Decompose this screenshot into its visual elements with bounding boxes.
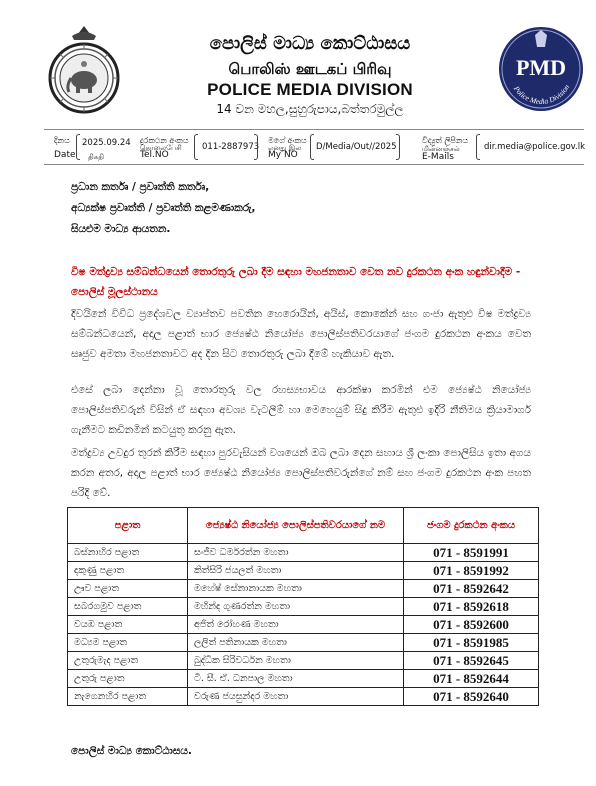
- province-cell: සබරගමුව පළාත: [68, 598, 188, 616]
- officer-name-cell: කිත්සිරි ජයලත් මහතා: [188, 562, 404, 580]
- phone-number-cell: 071 - 8592642: [404, 580, 539, 598]
- province-cell: නැගෙනහිර පළාත: [68, 688, 188, 706]
- header-address: 14 වන මහල,සුහුරුපාය,බත්තරමුල්ල: [216, 102, 404, 116]
- phone-number-cell: 071 - 8592618: [404, 598, 539, 616]
- date-label-si: දිනය: [54, 136, 70, 145]
- province-cell: උතුරු පළාත: [68, 670, 188, 688]
- table-row: [68, 616, 539, 634]
- phone-number-cell: 071 - 8592600: [404, 616, 539, 634]
- body-paragraph: එසේ ලබා දෙන්නා වූ තොරතුරු වල රහස්‍යභාවය ආරක්ෂා කරමින් එම ජ්‍යෙෂ්ඨ නියෝජ්‍ය පොලිස්පතිවරුන් විසින් ඒ සඳහා අවශ්‍ය වැටලීම් හා මෙහෙයුම් සිදු කිරීම ඇතුළු ඉදිරි නීතිමය ක්‍රියාමාර්ග ගැනීමට කඩිනමින් කටයුතු කරනු ඇත.: [71, 384, 531, 436]
- phone-number-cell: 071 - 8592645: [404, 652, 539, 670]
- tel-label-ta: தொலைபேசி: [140, 144, 182, 152]
- myno-value: D/Media/Out//2025: [316, 142, 397, 152]
- phone-number-cell: 071 - 8592640: [404, 688, 539, 706]
- officer-name-cell: අජිත් රෝහණ මහතා: [188, 616, 404, 634]
- contact-table: [67, 507, 539, 706]
- province-cell: උතුරුමැද පළාත: [68, 652, 188, 670]
- province-cell: ඌව පළාත: [68, 580, 188, 598]
- addressee-line: අධ්‍යක්ෂ ප්‍රවෘත්ති / ප්‍රවෘත්ති කළමණාකරු,: [71, 202, 256, 214]
- myno-label-en: My NO: [268, 150, 298, 160]
- pmd-logo-text: PMD: [515, 55, 567, 80]
- officer-name-cell: වරුණ ජයසුන්දර මහතා: [188, 688, 404, 706]
- signature-line: පොලිස් මාධ්‍ය කොට්ඨාසය.: [71, 745, 192, 757]
- date-value: 2025.09.24: [82, 138, 131, 148]
- email-label-si: විද්‍යුත් ලිපිනය: [422, 136, 469, 145]
- header-title-english: POLICE MEDIA DIVISION: [207, 80, 413, 99]
- body-paragraph: මත්ද්‍රව්‍ය උවදුර තුරන් කිරීම සඳහා පුරවැසියන් වශයෙන් ඔබ ලබා දෙන සහාය ශ්‍රී ලංකා පොලිසිය ඉතා අගය කරන අතර, අදාල පළාත් භාර ජ්‍යෙෂ්ඨ නියෝජ්‍ය පොලිස්පතිවරුන්ගේ නම් සහ ජංගම දුරකථන අංක පහත පරිදි වේ.: [71, 447, 531, 499]
- province-cell: දකුණු පළාත: [68, 562, 188, 580]
- addressee-line: සියළුම මාධ්‍ය ආයතන.: [71, 223, 171, 235]
- email-value: dir.media@police.gov.lk: [484, 142, 586, 152]
- officer-name-cell: ටී. සී. ඒ. ධනපාල මහතා: [188, 670, 404, 688]
- officer-name-cell: මහේෂ් සේනානායක මහතා: [188, 580, 404, 598]
- header-title-sinhala: පොලිස් මාධ්‍ය කොට්ඨාසය: [209, 33, 411, 54]
- tel-label-si: දුරකථන අංකය: [140, 136, 189, 145]
- officer-name-cell: සංජීව ධර්මරත්න මහතා: [188, 544, 404, 562]
- column-header-officer-name: ජ්‍යෙෂ්ඨ නියෝජ්‍ය පොලිස්පතිවරයාගේ නම: [188, 508, 404, 544]
- officer-name-cell: ලලිත් පතිනායක මහතා: [188, 634, 404, 652]
- tel-value: 011-2887973: [202, 142, 260, 152]
- date-label-ta: திகதி: [88, 153, 104, 161]
- officer-name-cell: මහින්ද ගුණරත්න මහතා: [188, 598, 404, 616]
- column-header-mobile-number: ජංගම දුරකථන අංකය: [404, 508, 539, 544]
- province-cell: වයඹ පළාත: [68, 616, 188, 634]
- table-row: [68, 634, 539, 652]
- pmd-logo: [497, 25, 585, 113]
- phone-number-cell: 071 - 8591992: [404, 562, 539, 580]
- table-row: [68, 562, 539, 580]
- myno-label-ta: எனது இல: [268, 144, 302, 152]
- subject-heading: විෂ මත්ද්‍රව්‍ය සම්බන්ධයෙන් තොරතුරු ලබා දීම සඳහා මහජනතාව වෙත නව දුරකථන අංක හඳුන්වාදීම - පොලිස් මූලස්ථානය: [71, 266, 521, 298]
- myno-label-si: මගේ අංකය: [268, 136, 307, 145]
- table-row: [68, 688, 539, 706]
- column-header-province: පළාත: [68, 508, 188, 544]
- table-row: [68, 652, 539, 670]
- table-row: [68, 598, 539, 616]
- province-cell: මධ්‍යම පළාත: [68, 634, 188, 652]
- pmd-logo-arc-text: Police Media Division: [511, 82, 572, 106]
- reference-bar: [44, 129, 584, 165]
- table-row: [68, 670, 539, 688]
- body-paragraph: දිවයිනේ විවිධ ප්‍රදේශවල ව්‍යාප්තව පවතින හෙරොයින්, අයිස්, කොකේන් සහ ගංජා ඇතුළු විෂ මත්ද්‍රව්‍ය සම්බන්ධයෙන්, අදාල පළාත් භාර ජ්‍යෙෂ්ඨ නියෝජ්‍ය පොලිස්පතිවරයාගේ ජංගම දුරකථන අංකය වෙත සෘජුව අමතා මහජනතාවට අද දින සිට තොරතුරු ලබා දීමේ හැකියාව ඇත.: [71, 308, 531, 360]
- phone-number-cell: 071 - 8591991: [404, 544, 539, 562]
- police-crest-logo: [44, 22, 124, 118]
- addressee-line: ප්‍රධාන කර්තෘ / ප්‍රවෘත්ති කර්තෘ,: [71, 181, 210, 193]
- table-header-row: [68, 508, 539, 544]
- tel-label-en: Tel.NO: [140, 150, 169, 160]
- phone-number-cell: 071 - 8591985: [404, 634, 539, 652]
- officer-name-cell: බුද්ධික සිරිවර්ධන මහතා: [188, 652, 404, 670]
- date-label-en: Date: [54, 150, 76, 160]
- table-row: [68, 580, 539, 598]
- phone-number-cell: 071 - 8592644: [404, 670, 539, 688]
- email-label-ta: மின்னஞ்சல்: [422, 145, 460, 153]
- email-label-en: E-Mails: [422, 152, 454, 162]
- table-row: [68, 544, 539, 562]
- province-cell: බස්නාහිර පළාත: [68, 544, 188, 562]
- header-title-tamil: பொலிஸ் ஊடகப் பிரிவு: [228, 60, 392, 78]
